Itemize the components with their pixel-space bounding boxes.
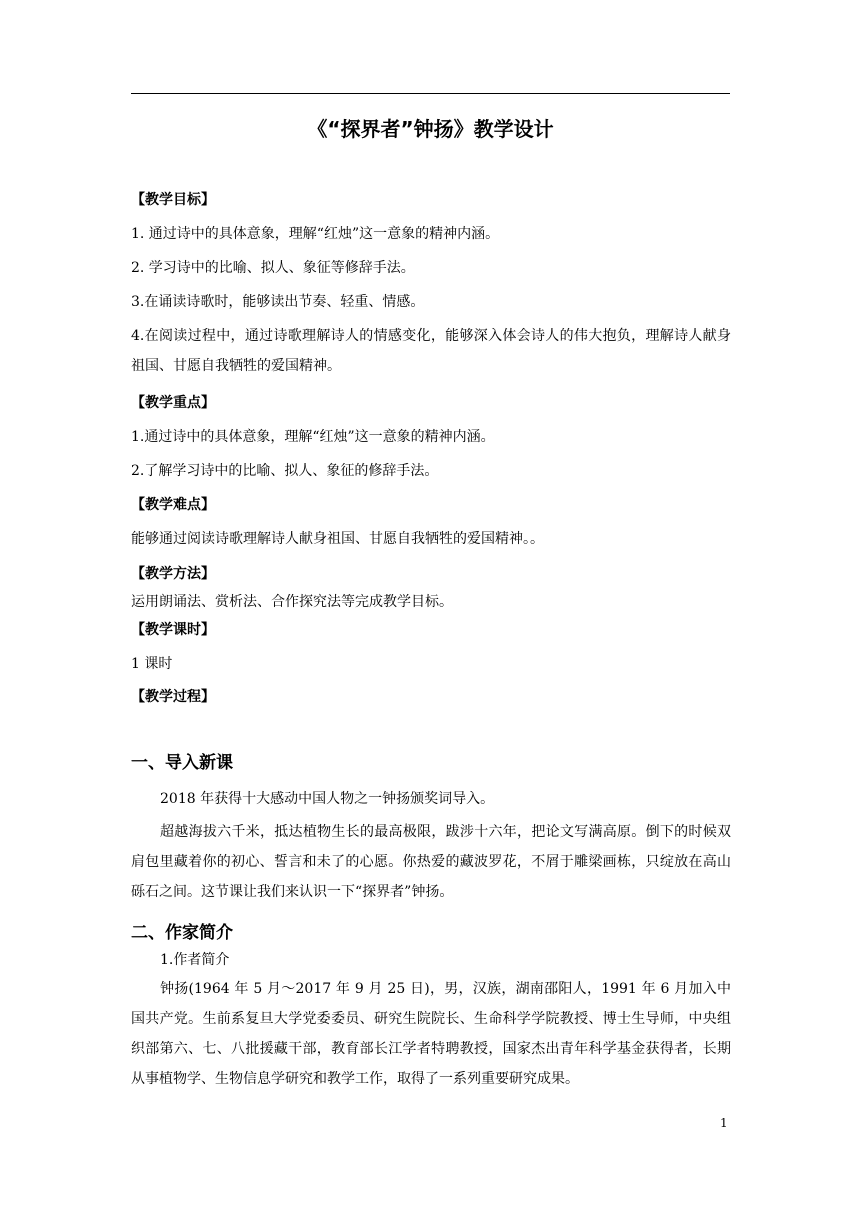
section1-heading: 一、导入新课 <box>131 753 233 773</box>
method-heading: 【教学方法】 <box>131 566 215 582</box>
difficulty-heading: 【教学难点】 <box>131 497 215 513</box>
method-text: 运用朗诵法、赏析法、合作探究法等完成教学目标。 <box>131 594 453 610</box>
goal-item-1: 1. 通过诗中的具体意象，理解“红烛”这一意象的精神内涵。 <box>131 226 500 242</box>
difficulty-text: 能够通过阅读诗歌理解诗人献身祖国、甘愿自我牺牲的爱国精神。。 <box>131 531 544 547</box>
hours-heading: 【教学课时】 <box>131 622 215 638</box>
hours-text: 1 课时 <box>131 656 173 672</box>
goals-heading: 【教学目标】 <box>131 192 215 208</box>
goal-item-3: 3.在诵读诗歌时，能够读出节奏、轻重、情感。 <box>131 294 425 310</box>
key-point-2: 2.了解学习诗中的比喻、拟人、象征的修辞手法。 <box>131 463 439 479</box>
page-title: 《“探界者”钟扬》教学设计 <box>307 117 554 141</box>
goal-item-4: 4.在阅读过程中，通过诗歌理解诗人的情感变化，能够深入体会诗人的伟大抱负，理解诗人献身祖国、甘愿自我牺牲的爱国精神。 <box>131 328 731 374</box>
section2-heading: 二、作家简介 <box>131 923 233 943</box>
header-rule <box>131 93 730 94</box>
key-point-1: 1.通过诗中的具体意象，理解“红烛”这一意象的精神内涵。 <box>131 429 495 445</box>
key-points-heading: 【教学重点】 <box>131 395 215 411</box>
section1-paragraph: 超越海拔六千米，抵达植物生长的最高极限，跋涉十六年，把论文写满高原。倒下的时候双肩包里藏着你的初心、誓言和未了的心愿。你热爱的藏波罗花，不屑于雕梁画栋，只绽放在高山砾石之间。这节课让我们来认识一下“探界者”钟扬。 <box>131 824 731 900</box>
page-number: 1 <box>720 1116 728 1130</box>
goal-item-2: 2. 学习诗中的比喻、拟人、象征等修辞手法。 <box>131 260 415 276</box>
section1-intro: 2018 年获得十大感动中国人物之一钟扬颁奖词导入。 <box>160 791 495 807</box>
section2-subheading: 1.作者简介 <box>160 952 230 968</box>
section2-paragraph: 钟扬(1964 年 5 月～2017 年 9 月 25 日)，男，汉族，湖南邵阳人，1991 年 6 月加入中国共产党。生前系复旦大学党委委员、研究生院院长、生命科学学院教授、博士生导师，中央组织部第六、七、八批援藏干部，教育部长江学者特聘教授，国家杰出青年科学基金获得者，长期从事植物学、生物信息学研究和教学工作，取得了一系列重要研究成果。 <box>131 981 731 1087</box>
process-heading: 【教学过程】 <box>131 689 215 705</box>
